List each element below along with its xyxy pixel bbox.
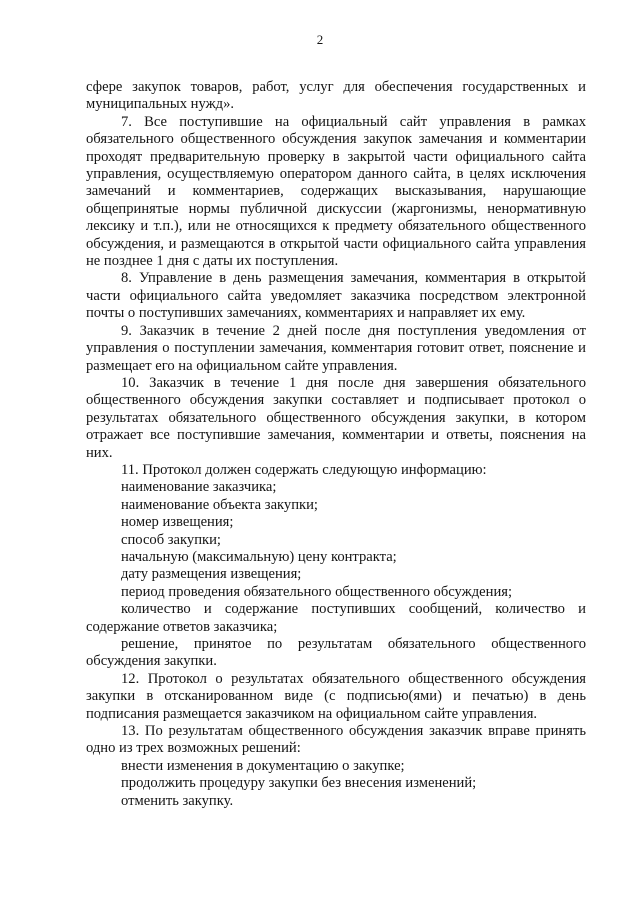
list-item: начальную (максимальную) цену контракта; <box>121 548 397 565</box>
list-item: внести изменения в документацию о закупке; <box>121 757 405 774</box>
paragraph-11: 11. Протокол должен содержать следующую информацию: <box>121 461 487 478</box>
list-item: период проведения обязательного общественного обсуждения; <box>121 583 513 600</box>
protocol-content-list <box>86 479 586 670</box>
paragraph-12: 12. Протокол о результатах обязательного общественного обсуждения закупки в отсканированном виде (с подписью(ями) и печатью) в день подписания размещается заказчиком на официальном сайте управления. <box>86 670 586 722</box>
decision-options-list <box>86 758 586 810</box>
paragraph-13: 13. По результатам общественного обсуждения заказчик вправе принять одно из трех возможных решений: <box>86 723 586 757</box>
list-item: количество и содержание поступивших сообщений, количество и содержание ответов заказчика; <box>86 601 586 635</box>
paragraph-7: 7. Все поступившие на официальный сайт управления в рамках обязательного общественного обсуждения закупок замечания и комментарии проходят предварительную проверку в закрытой части официального сайта управления, осуществляемую оператором данного сайта, в целях исключения замечаний и комментариев, содержащих высказывания, нарушающие общепринятые нормы публичной дискуссии (жаргонизмы, ненормативную лексику и т.п.), или не относящихся к предмету обязательного общественного обсуждения, и размещаются в открытой части официального сайта управления не позднее 1 дня с даты их поступления. <box>86 113 586 270</box>
list-item: наименование объекта закупки; <box>121 496 318 513</box>
paragraph-10: 10. Заказчик в течение 1 дня после дня завершения обязательного общественного обсуждения закупки составляет и подписывает протокол о результатах обязательного общественного обсуждения закупки, в котором отражает все поступившие замечания, комментарии и ответы, пояснения на них. <box>86 374 586 461</box>
list-item: наименование заказчика; <box>121 479 277 496</box>
list-item: решение, принятое по результатам обязательного общественного обсуждения закупки. <box>86 636 586 670</box>
document-body <box>86 79 586 810</box>
list-item: дату размещения извещения; <box>121 566 302 583</box>
page-number: 2 <box>316 32 324 47</box>
list-item: отменить закупку. <box>121 792 234 809</box>
paragraph-continuation: сфере закупок товаров, работ, услуг для обеспечения государственных и муниципальных нужд». <box>86 79 586 113</box>
list-item: продолжить процедуру закупки без внесения изменений; <box>121 775 477 792</box>
list-item: способ закупки; <box>121 531 221 548</box>
list-item: номер извещения; <box>121 514 234 531</box>
paragraph-8: 8. Управление в день размещения замечания, комментария в открытой части официального сайта уведомляет заказчика посредством электронной почты о поступивших замечаниях, комментариях и направляет их ему. <box>86 270 586 322</box>
paragraph-9: 9. Заказчик в течение 2 дней после дня поступления уведомления от управления о поступлении замечания, комментария готовит ответ, пояснение и размещает его на официальном сайте управления. <box>86 322 586 374</box>
